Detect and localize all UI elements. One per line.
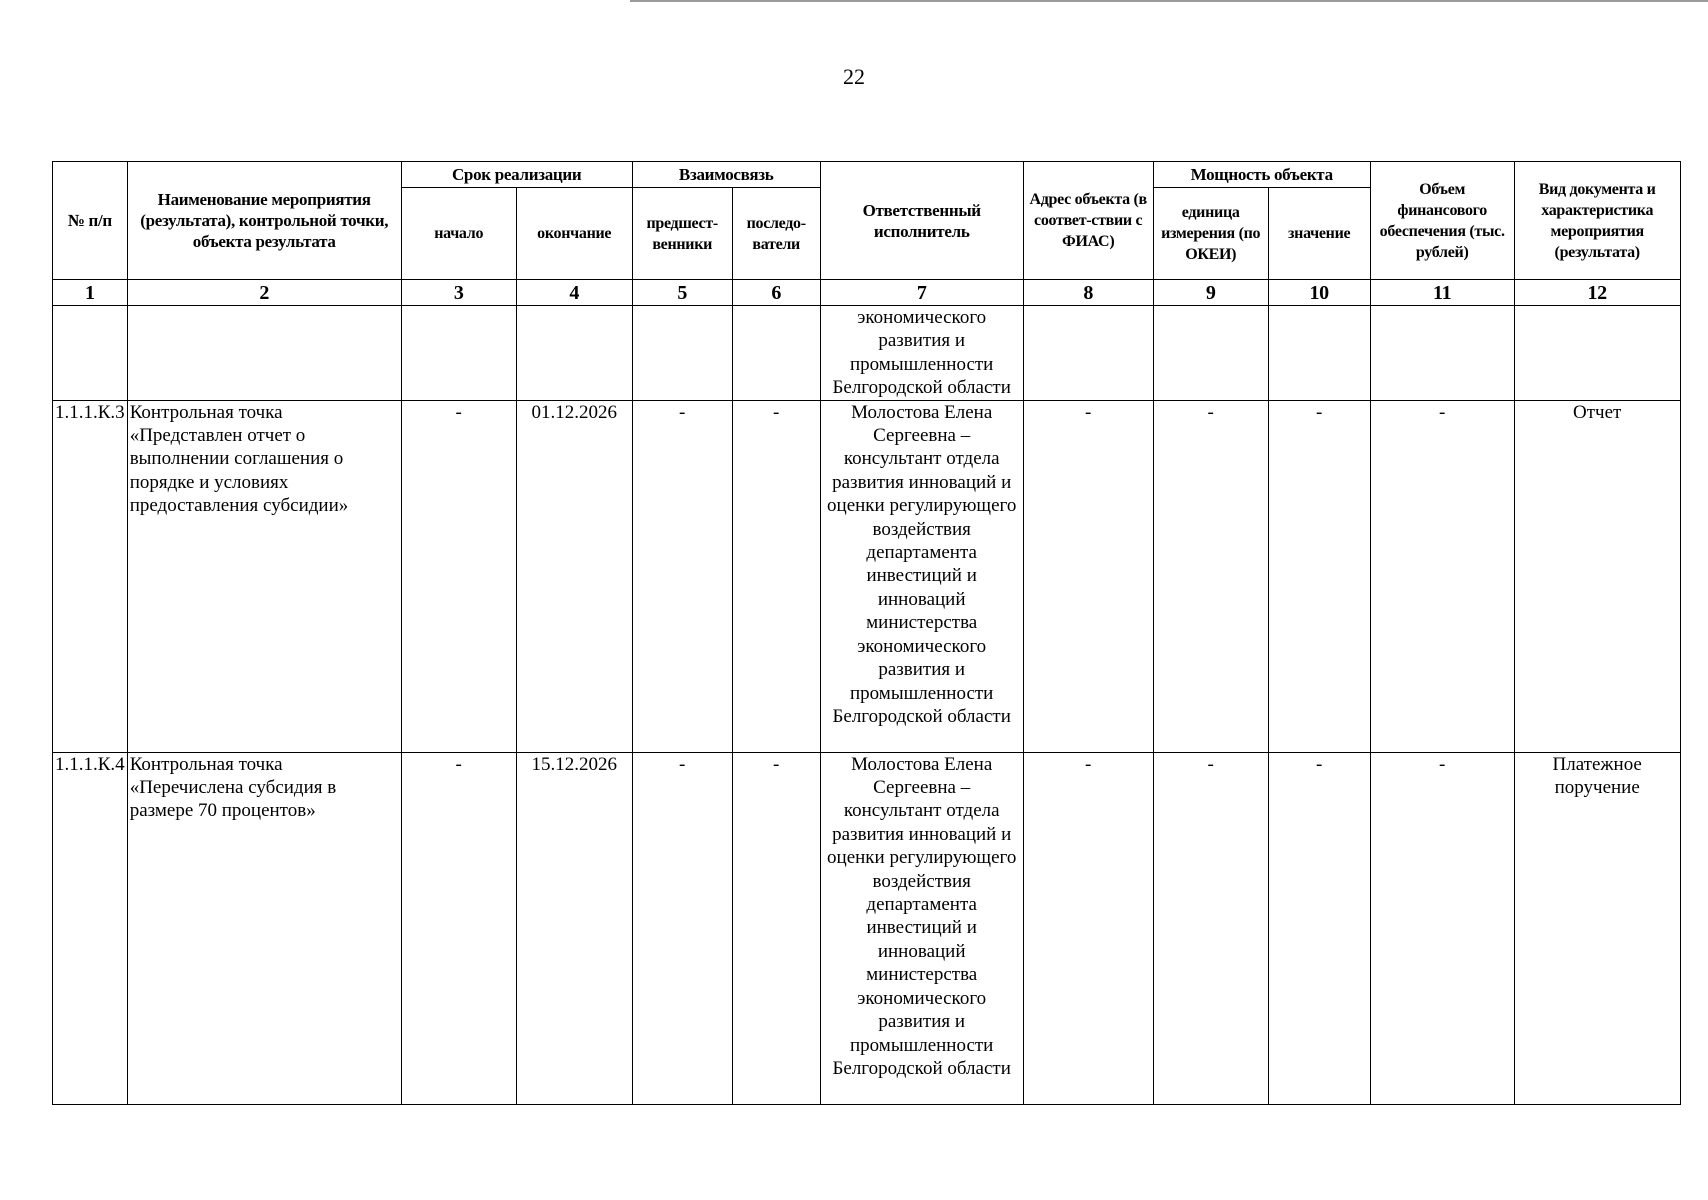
row-value: - bbox=[1268, 400, 1370, 752]
row-end: 01.12.2026 bbox=[516, 400, 632, 752]
row-financing: - bbox=[1370, 752, 1514, 1104]
table-row bbox=[53, 306, 1681, 401]
row-successors bbox=[732, 306, 820, 401]
col-number: 10 bbox=[1268, 280, 1370, 306]
col-number: 2 bbox=[127, 280, 401, 306]
header-end: окончание bbox=[516, 188, 632, 280]
row-value bbox=[1268, 306, 1370, 401]
col-number: 1 bbox=[53, 280, 128, 306]
header-address: Адрес объекта (в соответ-ствии с ФИАС) bbox=[1023, 162, 1153, 280]
header-start: начало bbox=[401, 188, 516, 280]
row-start: - bbox=[401, 400, 516, 752]
col-number: 5 bbox=[632, 280, 732, 306]
header-value: значение bbox=[1268, 188, 1370, 280]
top-rule bbox=[630, 0, 1708, 2]
row-address: - bbox=[1023, 400, 1153, 752]
col-number: 9 bbox=[1153, 280, 1268, 306]
row-name bbox=[127, 306, 401, 401]
col-number: 6 bbox=[732, 280, 820, 306]
schedule-table bbox=[52, 161, 1681, 1105]
row-address: - bbox=[1023, 752, 1153, 1104]
col-number: 4 bbox=[516, 280, 632, 306]
row-responsible: экономического развития и промышленности Белгородской области bbox=[820, 306, 1023, 401]
header-financing: Объем финансового обеспечения (тыс. рублей) bbox=[1370, 162, 1514, 280]
row-predecessors bbox=[632, 306, 732, 401]
header-name: Наименование мероприятия (результата), контрольной точки, объекта результата bbox=[127, 162, 401, 280]
header-responsible: Ответственный исполнитель bbox=[820, 162, 1023, 280]
row-end bbox=[516, 306, 632, 401]
col-number: 8 bbox=[1023, 280, 1153, 306]
row-predecessors: - bbox=[632, 752, 732, 1104]
row-end: 15.12.2026 bbox=[516, 752, 632, 1104]
row-document bbox=[1514, 306, 1680, 401]
header-power-group: Мощность объекта bbox=[1153, 162, 1370, 188]
header-document: Вид документа и характеристика мероприятия (результата) bbox=[1514, 162, 1680, 280]
row-num: 1.1.1.К.4 bbox=[53, 752, 128, 1104]
row-value: - bbox=[1268, 752, 1370, 1104]
row-successors: - bbox=[732, 752, 820, 1104]
row-name: Контрольная точка «Представлен отчет о выполнении соглашения о порядке и условиях предоставления субсидии» bbox=[127, 400, 401, 752]
row-predecessors: - bbox=[632, 400, 732, 752]
row-num bbox=[53, 306, 128, 401]
row-financing bbox=[1370, 306, 1514, 401]
header-link-group: Взаимосвязь bbox=[632, 162, 820, 188]
col-number: 11 bbox=[1370, 280, 1514, 306]
row-unit bbox=[1153, 306, 1268, 401]
row-start bbox=[401, 306, 516, 401]
col-number: 7 bbox=[820, 280, 1023, 306]
table-row bbox=[53, 400, 1681, 752]
header-predecessors: предшест-венники bbox=[632, 188, 732, 280]
row-unit: - bbox=[1153, 752, 1268, 1104]
row-name: Контрольная точка «Перечислена субсидия в размере 70 процентов» bbox=[127, 752, 401, 1104]
row-start: - bbox=[401, 752, 516, 1104]
row-document: Отчет bbox=[1514, 400, 1680, 752]
page-number: 22 bbox=[843, 64, 865, 89]
row-responsible: Молостова Елена Сергеевна – консультант отдела развития инноваций и оценки регулирующего воздействия департамента инвестиций и инноваций министерства экономического развития и промышленности Белгородской области bbox=[820, 400, 1023, 752]
header-num: № п/п bbox=[53, 162, 128, 280]
row-address bbox=[1023, 306, 1153, 401]
row-financing: - bbox=[1370, 400, 1514, 752]
header-period-group: Срок реализации bbox=[401, 162, 632, 188]
header-unit: единица измерения (по ОКЕИ) bbox=[1153, 188, 1268, 280]
row-document: Платежное поручение bbox=[1514, 752, 1680, 1104]
row-successors: - bbox=[732, 400, 820, 752]
table-row bbox=[53, 752, 1681, 1104]
row-num: 1.1.1.К.3 bbox=[53, 400, 128, 752]
row-responsible: Молостова Елена Сергеевна – консультант отдела развития инноваций и оценки регулирующего воздействия департамента инвестиций и инноваций министерства экономического развития и промышленности Белгородской области bbox=[820, 752, 1023, 1104]
col-number: 3 bbox=[401, 280, 516, 306]
row-unit: - bbox=[1153, 400, 1268, 752]
col-number: 12 bbox=[1514, 280, 1680, 306]
header-successors: последо-ватели bbox=[732, 188, 820, 280]
